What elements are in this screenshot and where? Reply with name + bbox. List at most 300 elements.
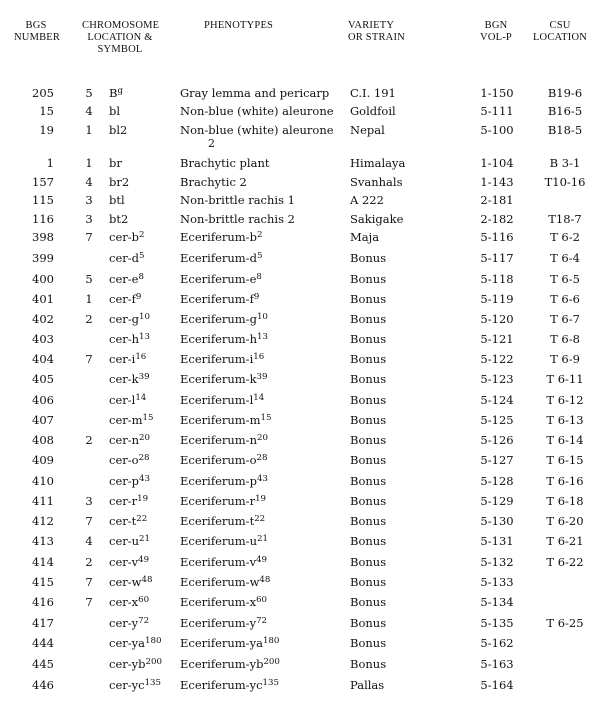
symbol-cell [109, 451, 150, 469]
csu-location-cell: B18-5 [547, 123, 583, 137]
csu-location-cell: T 6-11 [546, 372, 584, 386]
bgs-number-cell: 407 [32, 413, 54, 427]
phenotype-superscript: 22 [254, 513, 266, 524]
phenotype-cell [180, 330, 268, 348]
bgn-vol-cell: 1-150 [480, 86, 514, 100]
phenotype-text: Eceriferum-n [180, 433, 257, 447]
bgn-vol-cell: 5-133 [480, 575, 514, 589]
phenotype-text: Eceriferum-r [180, 494, 256, 508]
chromosome-cell: 2 [85, 555, 93, 569]
symbol-text: cer-yc [109, 678, 145, 692]
phenotype-cell [180, 593, 267, 611]
bgs-number-cell: 406 [32, 393, 54, 407]
phenotype-text: Eceriferum-t [180, 514, 255, 528]
variety-cell: Bonus [350, 312, 387, 326]
bgs-number-cell: 19 [39, 123, 54, 137]
phenotype-cell [180, 634, 279, 652]
phenotype-cell [180, 290, 259, 308]
table-row [0, 191, 612, 209]
bgs-number-cell: 444 [32, 636, 54, 650]
table-row [0, 102, 612, 120]
symbol-cell [109, 270, 144, 288]
phenotype-cell [180, 228, 262, 246]
symbol-cell [109, 431, 150, 449]
symbol-text: cer-w [109, 575, 142, 589]
phenotype-text: Eceriferum-w [180, 575, 260, 589]
bgs-number-cell: 411 [32, 494, 54, 508]
bgn-vol-cell: 1-143 [480, 175, 514, 189]
variety-cell: Bonus [350, 413, 387, 427]
bgn-vol-cell: 5-162 [480, 636, 514, 650]
phenotype-superscript: 19 [255, 493, 267, 504]
symbol-text: cer-b [109, 230, 139, 244]
symbol-superscript: 43 [139, 473, 150, 484]
symbol-text: cer-m [109, 413, 143, 427]
variety-cell: Svanhals [350, 175, 403, 189]
symbol-cell [109, 655, 162, 673]
bgs-number-cell: 157 [32, 175, 54, 189]
csu-location-cell: T 6-21 [546, 534, 584, 548]
csu-location-cell: T 6-12 [546, 393, 584, 407]
phenotype-text: Brachytic plant [180, 156, 270, 170]
symbol-superscript: 200 [145, 656, 162, 667]
symbol-text: bl2 [109, 123, 128, 137]
csu-location-cell: T 6-2 [550, 230, 580, 244]
symbol-text: cer-ya [109, 636, 145, 650]
symbol-superscript: 72 [138, 615, 150, 626]
chromosome-cell: 1 [85, 156, 93, 170]
symbol-cell [109, 573, 152, 591]
bgs-number-cell: 410 [32, 474, 54, 488]
phenotype-text: Eceriferum-yb [180, 657, 264, 671]
symbol-text: br [109, 156, 122, 170]
csu-location-cell: T10-16 [544, 175, 586, 189]
symbol-cell [109, 370, 150, 388]
variety-cell: Bonus [350, 595, 387, 609]
bgn-vol-cell: 5-118 [480, 272, 514, 286]
chromosome-cell: 3 [85, 193, 93, 207]
variety-cell: Bonus [350, 372, 387, 386]
symbol-cell [109, 512, 147, 530]
symbol-text: bt2 [109, 212, 129, 226]
phenotype-text: Eceriferum-e [180, 272, 257, 286]
chromosome-cell: 7 [85, 575, 93, 589]
phenotype-cell [180, 676, 279, 694]
phenotype-text: Eceriferum-l [180, 393, 254, 407]
phenotype-superscript: 14 [253, 392, 265, 403]
symbol-superscript: 60 [138, 594, 150, 605]
symbol-superscript: 8 [138, 271, 144, 282]
phenotype-text: Eceriferum-m [180, 413, 261, 427]
phenotype-superscript: 135 [262, 677, 279, 688]
symbol-cell [109, 102, 120, 120]
chromosome-cell: 7 [85, 514, 93, 528]
phenotype-superscript: 16 [253, 351, 265, 362]
table-row [0, 84, 612, 102]
bgn-vol-cell: 5-111 [480, 104, 514, 118]
phenotype-cell [180, 391, 264, 409]
phenotype-text: Eceriferum-f [180, 292, 254, 306]
bgs-number-cell: 115 [32, 193, 54, 207]
symbol-superscript: 49 [138, 554, 150, 565]
symbol-cell [109, 191, 125, 209]
phenotype-cell [180, 655, 280, 673]
bgs-number-cell: 1 [46, 156, 54, 170]
bgs-number-cell: 399 [32, 251, 54, 265]
chromosome-cell: 5 [85, 272, 93, 286]
symbol-text: cer-u [109, 534, 140, 548]
phenotype-cell [180, 451, 267, 469]
header-chromosome-location-symbol: CHROMOSOME LOCATION & SYMBOL [82, 20, 160, 55]
bgn-vol-cell: 1-104 [480, 156, 514, 170]
symbol-text: cer-d [109, 251, 139, 265]
variety-cell: Bonus [350, 474, 387, 488]
symbol-text: btl [109, 193, 125, 207]
symbol-cell [109, 492, 148, 510]
csu-location-cell: T 6-5 [550, 272, 580, 286]
bgs-number-cell: 416 [32, 595, 54, 609]
symbol-text: cer-o [109, 453, 139, 467]
table-row [0, 532, 612, 550]
variety-cell: Bonus [350, 332, 387, 346]
phenotype-superscript: 39 [256, 371, 268, 382]
phenotype-superscript: 72 [256, 615, 268, 626]
table-row [0, 121, 612, 150]
symbol-cell [109, 391, 146, 409]
bgs-number-cell: 408 [32, 433, 54, 447]
table-row [0, 472, 612, 490]
bgn-vol-cell: 5-132 [480, 555, 514, 569]
phenotype-cell [180, 210, 295, 228]
phenotype-cell [180, 84, 329, 102]
table-row [0, 676, 612, 694]
symbol-superscript: 21 [139, 533, 151, 544]
symbol-cell [109, 154, 122, 172]
phenotype-superscript: 60 [256, 594, 268, 605]
symbol-superscript: 5 [139, 250, 145, 261]
header-csu-location: CSU LOCATION [532, 20, 588, 43]
chromosome-cell: 1 [85, 292, 93, 306]
bgs-number-cell: 404 [32, 352, 54, 366]
bgn-vol-cell: 5-119 [480, 292, 514, 306]
symbol-superscript: 2 [139, 229, 145, 240]
bgn-vol-cell: 5-122 [480, 352, 514, 366]
variety-cell: A 222 [350, 193, 384, 207]
csu-location-cell: T 6-9 [550, 352, 580, 366]
table-row [0, 350, 612, 368]
phenotype-superscript: 200 [263, 656, 280, 667]
symbol-cell [109, 532, 150, 550]
phenotype-text: Non-blue (white) aleurone [180, 123, 334, 137]
variety-cell: Maja [350, 230, 380, 244]
phenotype-cell [180, 614, 267, 632]
chromosome-cell: 2 [85, 433, 93, 447]
bgs-number-cell: 413 [32, 534, 54, 548]
phenotype-superscript: 2 [256, 229, 263, 240]
table-row [0, 411, 612, 429]
variety-cell: Bonus [350, 636, 387, 650]
csu-location-cell: T 6-20 [546, 514, 584, 528]
bgs-number-cell: 116 [32, 212, 54, 226]
symbol-cell [109, 593, 149, 611]
bgs-number-cell: 415 [32, 575, 54, 589]
table-row [0, 634, 612, 652]
symbol-text: cer-r [109, 494, 138, 508]
phenotype-text: Non-blue (white) aleurone [180, 104, 334, 118]
csu-location-cell: T 6-16 [546, 474, 584, 488]
variety-cell: Bonus [350, 433, 387, 447]
symbol-cell [109, 210, 128, 228]
bgs-number-cell: 402 [32, 312, 54, 326]
phenotype-superscript: 43 [256, 473, 268, 484]
phenotype-superscript: 15 [260, 412, 272, 423]
chromosome-cell: 4 [85, 175, 93, 189]
chromosome-cell: 7 [85, 595, 93, 609]
phenotype-cell [180, 102, 334, 120]
symbol-superscript: 22 [136, 513, 148, 524]
bgs-number-cell: 401 [32, 292, 54, 306]
bgs-number-cell: 409 [32, 453, 54, 467]
symbol-cell [109, 472, 150, 490]
symbol-cell [109, 614, 149, 632]
csu-location-cell: T18-7 [548, 212, 582, 226]
csu-location-cell: T 6-18 [546, 494, 584, 508]
variety-cell: Bonus [350, 453, 387, 467]
csu-location-cell: T 6-6 [550, 292, 580, 306]
bgn-vol-cell: 5-121 [480, 332, 514, 346]
phenotype-text: Eceriferum-b [180, 230, 257, 244]
phenotype-text: Non-brittle rachis 1 [180, 193, 295, 207]
header-bgn-vol-p: BGN VOL-P [480, 20, 512, 43]
phenotype-cell [180, 154, 269, 172]
table-row [0, 249, 612, 267]
symbol-superscript: 135 [144, 677, 162, 688]
symbol-text: cer-y [109, 616, 139, 630]
table-row [0, 370, 612, 388]
bgn-vol-cell: 5-128 [480, 474, 514, 488]
variety-cell: Bonus [350, 393, 387, 407]
bgs-number-cell: 403 [32, 332, 54, 346]
bgn-vol-cell: 5-127 [480, 453, 514, 467]
chromosome-cell: 4 [85, 104, 93, 118]
symbol-superscript: 15 [142, 412, 154, 423]
symbol-text: cer-yb [109, 657, 146, 671]
header-bgs-number: BGS NUMBER [14, 20, 61, 43]
variety-cell: Himalaya [350, 156, 406, 170]
csu-location-cell: B19-6 [547, 86, 583, 100]
chromosome-cell: 3 [85, 494, 93, 508]
variety-cell: Bonus [350, 514, 387, 528]
variety-cell: Bonus [350, 494, 387, 508]
variety-cell: Bonus [350, 555, 387, 569]
bgn-vol-cell: 5-131 [480, 534, 514, 548]
symbol-superscript: 9 [135, 291, 142, 302]
table-row [0, 431, 612, 449]
phenotype-text: Eceriferum-u [180, 534, 257, 548]
symbol-cell [109, 84, 123, 102]
phenotype-cell [180, 310, 268, 328]
symbol-cell [109, 330, 150, 348]
phenotype-text: Eceriferum-v [180, 555, 257, 569]
csu-location-cell: T 6-7 [550, 312, 580, 326]
chromosome-cell: 3 [85, 212, 93, 226]
phenotype-superscript: 48 [259, 574, 271, 585]
table-row [0, 573, 612, 591]
chromosome-cell: 2 [85, 312, 93, 326]
symbol-text: cer-h [109, 332, 140, 346]
variety-cell: Bonus [350, 534, 387, 548]
phenotype-cell [180, 431, 268, 449]
phenotype-cell [180, 532, 268, 550]
table-row [0, 593, 612, 611]
symbol-text: cer-f [109, 292, 136, 306]
variety-cell: Bonus [350, 575, 387, 589]
symbol-superscript: 19 [137, 493, 149, 504]
table-row [0, 492, 612, 510]
variety-cell: Bonus [350, 272, 387, 286]
bgs-number-cell: 398 [32, 230, 54, 244]
symbol-cell [109, 350, 146, 368]
variety-cell: Bonus [350, 292, 387, 306]
bgn-vol-cell: 2-182 [480, 212, 514, 226]
symbol-superscript: 48 [141, 574, 153, 585]
csu-location-cell: T 6-22 [546, 555, 584, 569]
symbol-text: cer-i [109, 352, 136, 366]
table-row [0, 553, 612, 571]
bgn-vol-cell: 5-164 [480, 678, 514, 692]
bgn-vol-cell: 5-129 [480, 494, 514, 508]
phenotype-text: Eceriferum-h [180, 332, 257, 346]
bgn-vol-cell: 5-116 [480, 230, 514, 244]
bgs-number-cell: 414 [32, 555, 54, 569]
symbol-superscript: 20 [139, 432, 151, 443]
phenotype-superscript: 9 [253, 291, 260, 302]
symbol-cell [109, 290, 141, 308]
variety-cell: Bonus [350, 616, 387, 630]
csu-location-cell: T 6-8 [550, 332, 580, 346]
phenotype-text: Eceriferum-g [180, 312, 257, 326]
phenotype-cell [180, 249, 262, 267]
table-row [0, 154, 612, 172]
phenotype-text: Eceriferum-k [180, 372, 257, 386]
phenotype-line2: 2 [208, 137, 215, 150]
variety-cell: Sakigake [350, 212, 404, 226]
symbol-text: cer-n [109, 433, 140, 447]
symbol-cell [109, 121, 127, 139]
phenotype-text: Non-brittle rachis 2 [180, 212, 295, 226]
chromosome-cell: 7 [85, 230, 93, 244]
phenotype-superscript: 20 [256, 432, 268, 443]
phenotype-superscript: 8 [256, 271, 262, 282]
symbol-cell [109, 634, 161, 652]
phenotype-text: Eceriferum-yc [180, 678, 263, 692]
bgn-vol-cell: 5-124 [480, 393, 514, 407]
table-row [0, 270, 612, 288]
table-row [0, 290, 612, 308]
symbol-superscript: 10 [139, 311, 150, 322]
symbol-text: cer-l [109, 393, 136, 407]
csu-location-cell: T 6-13 [546, 413, 584, 427]
header-phenotypes: PHENOTYPES [204, 20, 274, 31]
phenotype-text: Gray lemma and pericarp [180, 86, 330, 100]
table-row [0, 210, 612, 228]
bgs-number-cell: 412 [32, 514, 54, 528]
csu-location-cell: T 6-15 [546, 453, 584, 467]
symbol-cell [109, 553, 149, 571]
phenotype-text: Eceriferum-o [180, 453, 257, 467]
bgs-number-cell: 405 [32, 372, 54, 386]
symbol-cell [109, 310, 150, 328]
bgn-vol-cell: 2-181 [480, 193, 514, 207]
bgn-vol-cell: 5-123 [480, 372, 514, 386]
phenotype-superscript: 5 [256, 250, 263, 261]
symbol-superscript: 28 [138, 452, 150, 463]
phenotype-cell [180, 411, 271, 429]
variety-cell: Nepal [350, 123, 385, 137]
symbol-cell [109, 676, 161, 694]
csu-location-cell: T 6-25 [546, 616, 584, 630]
chromosome-cell: 7 [85, 352, 93, 366]
phenotype-text: Brachytic 2 [180, 175, 247, 189]
phenotype-text: Eceriferum-d [180, 251, 257, 265]
table-row [0, 330, 612, 348]
symbol-superscript: g [117, 85, 123, 96]
phenotype-superscript: 10 [256, 311, 268, 322]
variety-cell: Bonus [350, 251, 387, 265]
bgn-vol-cell: 5-134 [480, 595, 514, 609]
phenotype-cell [180, 350, 264, 368]
phenotype-text: Eceriferum-y [180, 616, 257, 630]
symbol-text: bl [109, 104, 121, 118]
bgs-number-cell: 446 [32, 678, 54, 692]
bgn-vol-cell: 5-130 [480, 514, 514, 528]
phenotype-text: Eceriferum-ya [180, 636, 263, 650]
symbol-text: cer-p [109, 474, 139, 488]
bgs-number-cell: 15 [39, 104, 54, 118]
bgs-number-cell: 417 [32, 616, 54, 630]
bgn-vol-cell: 5-125 [480, 413, 514, 427]
phenotype-cell [180, 191, 295, 209]
symbol-text: cer-v [109, 555, 139, 569]
symbol-cell [109, 173, 129, 191]
phenotype-cell [180, 492, 266, 510]
symbol-superscript: 180 [144, 635, 162, 646]
phenotype-cell [180, 472, 268, 490]
phenotype-cell [180, 553, 267, 571]
bgn-vol-cell: 5-117 [480, 251, 514, 265]
phenotype-superscript: 49 [256, 554, 268, 565]
phenotype-superscript: 180 [262, 635, 280, 646]
bgs-number-cell: 400 [32, 272, 54, 286]
csu-location-cell: B16-5 [547, 104, 583, 118]
table-row [0, 614, 612, 632]
symbol-text: cer-x [109, 595, 139, 609]
symbol-text: br2 [109, 175, 130, 189]
symbol-text: cer-k [109, 372, 139, 386]
chromosome-cell: 4 [85, 534, 93, 548]
phenotype-text: Eceriferum-x [180, 595, 257, 609]
bgn-vol-cell: 5-163 [480, 657, 514, 671]
phenotype-superscript: 21 [256, 533, 268, 544]
symbol-cell [109, 249, 144, 267]
symbol-superscript: 13 [139, 331, 151, 342]
bgn-vol-cell: 5-100 [480, 123, 514, 137]
bgn-vol-cell: 5-120 [480, 312, 514, 326]
symbol-cell [109, 411, 154, 429]
variety-cell: C.I. 191 [350, 86, 396, 100]
phenotype-cell [180, 512, 265, 530]
csu-location-cell: B 3-1 [549, 156, 581, 170]
